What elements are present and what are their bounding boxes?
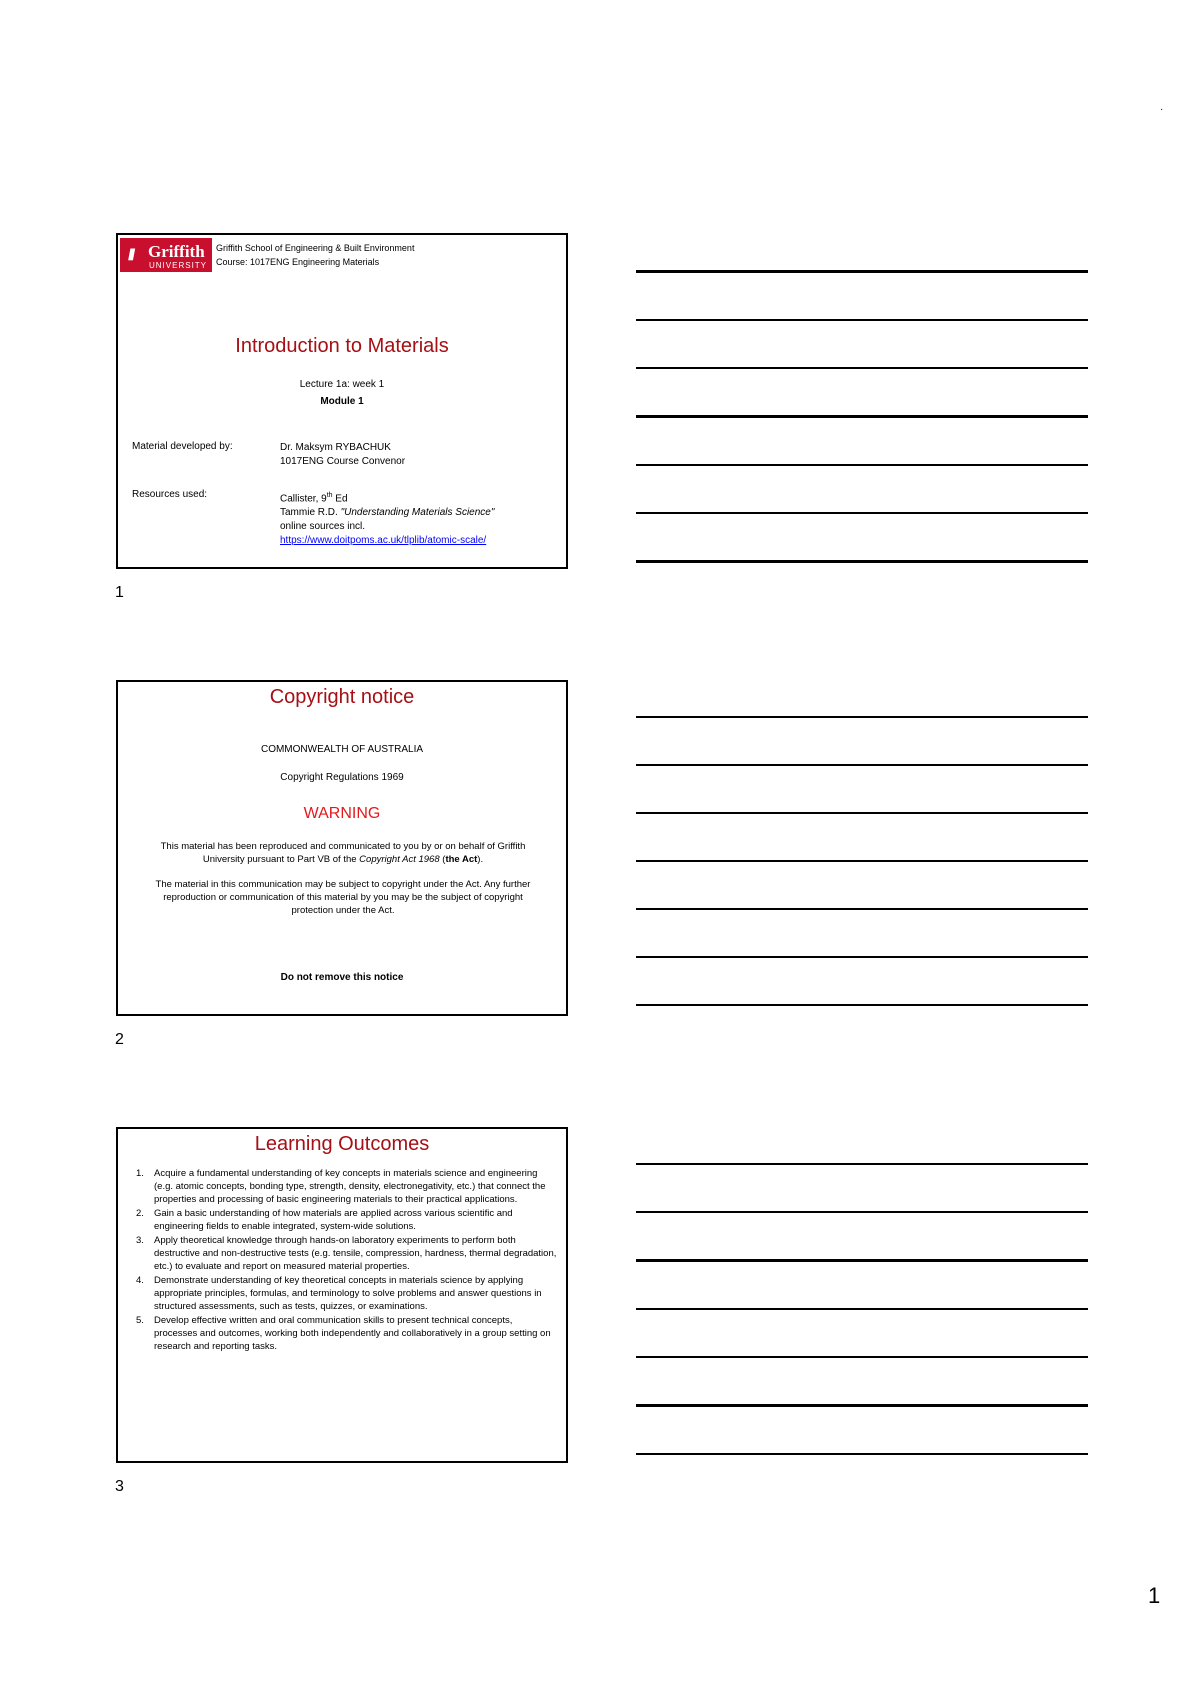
logo-sub: UNIVERSITY xyxy=(149,261,208,270)
copyright-paragraph-1: This material has been reproduced and communicated to you by or on behalf of Griffith University pursuant to Part VB of the Copyright Act 1968 (the Act). xyxy=(160,841,526,865)
slide-3 xyxy=(116,1127,568,1463)
slide-number-3: 3 xyxy=(115,1478,124,1495)
list-item: 5. Develop effective written and oral communication skills to present technical concepts, processes and outcomes, working both independently and collaboratively in a group setting on research and reporting tasks. xyxy=(136,1315,551,1352)
learning-outcomes-list xyxy=(130,1167,558,1354)
copyright-paragraph-2: The material in this communication may be subject to copyright under the Act. Any further reproduction or communication of this material by you may be the subject of copyright protection under the Act. xyxy=(155,879,531,916)
developer-info xyxy=(280,441,405,469)
lecture-label: Lecture 1a: week 1 xyxy=(299,379,385,390)
resource-1: Callister, 9th Ed xyxy=(280,492,348,505)
resource-2: Tammie R.D. "Understanding Materials Science" xyxy=(280,507,495,519)
course-name: Course: 1017ENG Engineering Materials xyxy=(216,257,380,267)
logo-name: Griffith xyxy=(148,242,205,261)
list-item: 2. Gain a basic understanding of how materials are applied across various scientific and engineering fields to enable integrated, system-wide solutions. xyxy=(136,1208,513,1232)
slide-1 xyxy=(116,233,568,569)
resource-3: online sources incl. xyxy=(280,521,366,533)
list-item: 3. Apply theoretical knowledge through hands-on laboratory experiments to perform both destructive and non-destructive tests (e.g. tensile, compression, hardness, thermal degradation, etc.) to evaluate and report on measured material properties. xyxy=(136,1235,557,1272)
regulations-line: Copyright Regulations 1969 xyxy=(280,772,404,783)
notes-lines-3 xyxy=(636,1163,1088,1501)
commonwealth-line: COMMONWEALTH OF AUSTRALIA xyxy=(260,744,424,755)
top-dot-mark: · xyxy=(1160,104,1164,115)
developer-name: Dr. Maksym RYBACHUK xyxy=(280,442,391,453)
slide-2 xyxy=(116,680,568,1016)
slide-title: Learning Outcomes xyxy=(254,1133,430,1155)
resources-list xyxy=(280,489,494,548)
slide-number-2: 2 xyxy=(115,1031,124,1048)
notes-lines-1 xyxy=(636,270,1088,609)
school-info xyxy=(216,241,414,269)
list-item: 4. Demonstrate understanding of key theoretical concepts in materials science by applying appropriate principles, formulas, and terminology to solve problems and answer questions in structured assessments, such as tests, quizzes, or examinations. xyxy=(136,1275,542,1312)
slide-title: Introduction to Materials xyxy=(235,335,449,357)
griffith-logo-band xyxy=(120,238,212,272)
notes-lines-2 xyxy=(636,716,1088,1052)
slide-number-1: 1 xyxy=(115,584,124,601)
page-number: 1 xyxy=(1148,1583,1161,1608)
list-item: 1. Acquire a fundamental understanding of key concepts in materials science and engineering (e.g. atomic concepts, bonding type, strength, density, electronegativity, etc.) that connect the properties and processing of basic engineering materials to their practical applications. xyxy=(136,1168,546,1205)
griffith-logo-icon: /// xyxy=(128,247,133,264)
do-not-remove-notice: Do not remove this notice xyxy=(280,972,404,983)
developed-label: Material developed by: xyxy=(132,441,233,452)
resource-link[interactable]: https://www.doitpoms.ac.uk/tlplib/atomic-scale/ xyxy=(280,535,487,547)
developer-role: 1017ENG Course Convenor xyxy=(280,456,406,467)
module-label: Module 1 xyxy=(320,396,364,407)
warning-heading: WARNING xyxy=(303,805,381,822)
slide-title: Copyright notice xyxy=(269,686,415,708)
school-name: Griffith School of Engineering & Built Environment xyxy=(216,243,415,253)
resources-label: Resources used: xyxy=(132,489,208,500)
